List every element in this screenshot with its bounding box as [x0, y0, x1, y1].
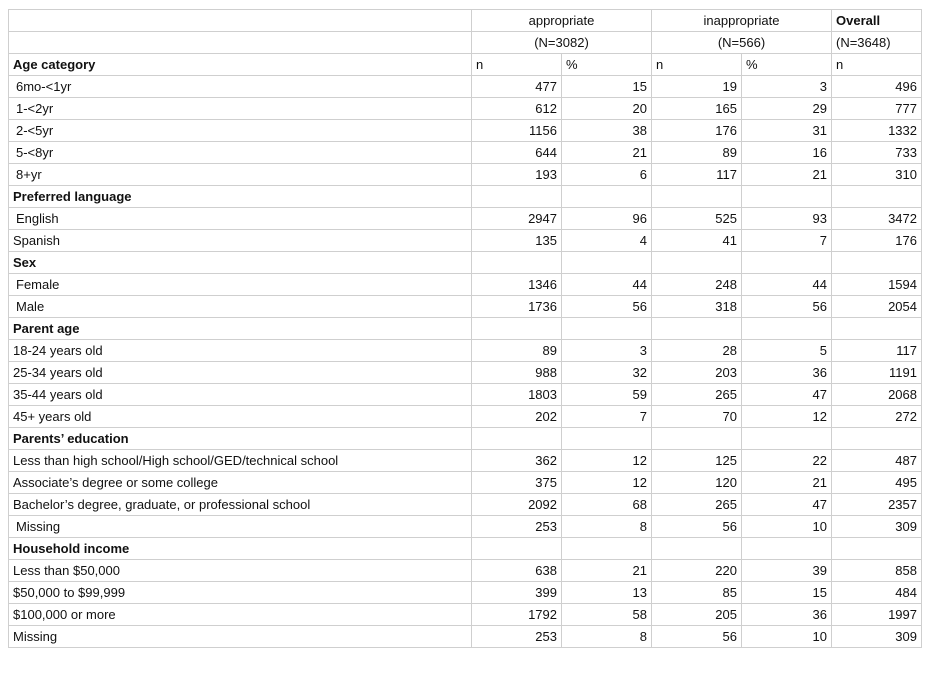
cell-i-p: 21 [742, 164, 832, 186]
cell-a-p: 21 [562, 142, 652, 164]
table-row [9, 296, 922, 318]
row-label: 18-24 years old [9, 340, 472, 362]
row-label: 2-<5yr [9, 120, 472, 142]
cell-o-n: 117 [832, 340, 922, 362]
cell-i-n: 19 [652, 76, 742, 98]
row-label: English [9, 208, 472, 230]
cell-a-p: 21 [562, 560, 652, 582]
subcol-label [742, 252, 832, 274]
cell-a-n: 202 [472, 406, 562, 428]
cell-a-n: 193 [472, 164, 562, 186]
cell-i-n: 125 [652, 450, 742, 472]
cell-a-n: 253 [472, 626, 562, 648]
table-row [9, 626, 922, 648]
cell-o-n: 310 [832, 164, 922, 186]
subcol-label [832, 252, 922, 274]
cell-i-p: 36 [742, 362, 832, 384]
row-label: Missing [9, 516, 472, 538]
row-label: Male [9, 296, 472, 318]
cell-i-n: 28 [652, 340, 742, 362]
subcol-label [652, 538, 742, 560]
cell-o-n: 495 [832, 472, 922, 494]
subcol-label [562, 252, 652, 274]
table-row [9, 340, 922, 362]
cell-a-p: 3 [562, 340, 652, 362]
cell-i-p: 10 [742, 516, 832, 538]
cell-a-n: 1346 [472, 274, 562, 296]
cell-o-n: 484 [832, 582, 922, 604]
header-row-groups [9, 10, 922, 32]
cell-a-p: 68 [562, 494, 652, 516]
table-row [9, 406, 922, 428]
cell-a-p: 59 [562, 384, 652, 406]
row-label: Associate’s degree or some college [9, 472, 472, 494]
cell-i-p: 29 [742, 98, 832, 120]
row-label: 5-<8yr [9, 142, 472, 164]
row-label: Less than high school/High school/GED/technical school [9, 450, 472, 472]
cell-i-n: 41 [652, 230, 742, 252]
header-appropriate-n: (N=3082) [472, 32, 652, 54]
table-row [9, 164, 922, 186]
cell-i-p: 21 [742, 472, 832, 494]
cell-o-n: 2068 [832, 384, 922, 406]
table-body [9, 10, 922, 648]
subcol-label: % [562, 54, 652, 76]
cell-a-n: 638 [472, 560, 562, 582]
cell-i-n: 56 [652, 626, 742, 648]
header-overall: Overall [832, 10, 922, 32]
header-overall-n: (N=3648) [832, 32, 922, 54]
row-label: 8+yr [9, 164, 472, 186]
section-title: Household income [9, 538, 472, 560]
cell-i-p: 5 [742, 340, 832, 362]
cell-i-n: 176 [652, 120, 742, 142]
cell-o-n: 176 [832, 230, 922, 252]
table-row [9, 450, 922, 472]
cell-i-n: 117 [652, 164, 742, 186]
subcol-label [562, 186, 652, 208]
cell-a-p: 8 [562, 516, 652, 538]
cell-a-n: 375 [472, 472, 562, 494]
subcol-label [742, 428, 832, 450]
cell-i-n: 205 [652, 604, 742, 626]
cell-a-p: 8 [562, 626, 652, 648]
subcol-label [562, 428, 652, 450]
cell-i-n: 265 [652, 494, 742, 516]
cell-a-n: 1736 [472, 296, 562, 318]
subcol-label: % [742, 54, 832, 76]
table-row [9, 98, 922, 120]
cell-i-n: 85 [652, 582, 742, 604]
cell-a-p: 38 [562, 120, 652, 142]
subcol-label [832, 318, 922, 340]
cell-a-n: 1803 [472, 384, 562, 406]
cell-a-p: 13 [562, 582, 652, 604]
header-inappropriate: inappropriate [652, 10, 832, 32]
cell-a-n: 988 [472, 362, 562, 384]
section-header-row [9, 252, 922, 274]
subcol-label [652, 186, 742, 208]
cell-i-p: 22 [742, 450, 832, 472]
cell-i-p: 93 [742, 208, 832, 230]
cell-i-p: 44 [742, 274, 832, 296]
table-row [9, 472, 922, 494]
subcol-label [472, 252, 562, 274]
cell-i-p: 7 [742, 230, 832, 252]
cell-a-p: 6 [562, 164, 652, 186]
table-row [9, 384, 922, 406]
cell-a-p: 32 [562, 362, 652, 384]
cell-i-p: 39 [742, 560, 832, 582]
row-label: $100,000 or more [9, 604, 472, 626]
header-blank-cell [9, 10, 472, 32]
section-header-row [9, 538, 922, 560]
row-label: 1-<2yr [9, 98, 472, 120]
subcol-label [652, 428, 742, 450]
subcol-label: n [832, 54, 922, 76]
table-row [9, 120, 922, 142]
cell-o-n: 1191 [832, 362, 922, 384]
subcol-label: n [472, 54, 562, 76]
cell-a-n: 399 [472, 582, 562, 604]
cell-i-p: 47 [742, 384, 832, 406]
section-header-row [9, 54, 922, 76]
table-row [9, 208, 922, 230]
row-label: Missing [9, 626, 472, 648]
section-title: Age category [9, 54, 472, 76]
subcol-label [742, 538, 832, 560]
cell-i-p: 10 [742, 626, 832, 648]
subcol-label [832, 538, 922, 560]
cell-a-n: 1156 [472, 120, 562, 142]
subcol-label: n [652, 54, 742, 76]
table-row [9, 516, 922, 538]
cell-a-p: 56 [562, 296, 652, 318]
subcol-label [652, 252, 742, 274]
row-label: 25-34 years old [9, 362, 472, 384]
row-label: Female [9, 274, 472, 296]
subcol-label [742, 186, 832, 208]
cell-o-n: 496 [832, 76, 922, 98]
section-title: Preferred language [9, 186, 472, 208]
subcol-label [472, 186, 562, 208]
cell-a-p: 7 [562, 406, 652, 428]
cell-a-n: 135 [472, 230, 562, 252]
cell-a-p: 15 [562, 76, 652, 98]
cell-o-n: 2357 [832, 494, 922, 516]
subcol-label [832, 186, 922, 208]
section-title: Parents’ education [9, 428, 472, 450]
cell-i-p: 31 [742, 120, 832, 142]
cell-a-p: 96 [562, 208, 652, 230]
cell-a-n: 2947 [472, 208, 562, 230]
cell-i-n: 248 [652, 274, 742, 296]
header-appropriate: appropriate [472, 10, 652, 32]
table-row [9, 76, 922, 98]
header-inappropriate-n: (N=566) [652, 32, 832, 54]
section-title: Sex [9, 252, 472, 274]
cell-i-n: 203 [652, 362, 742, 384]
cell-i-p: 56 [742, 296, 832, 318]
cell-i-n: 120 [652, 472, 742, 494]
cell-i-n: 265 [652, 384, 742, 406]
header-blank-cell [9, 32, 472, 54]
cell-i-n: 70 [652, 406, 742, 428]
cell-a-n: 477 [472, 76, 562, 98]
cell-o-n: 858 [832, 560, 922, 582]
subcol-label [472, 428, 562, 450]
cell-o-n: 2054 [832, 296, 922, 318]
cell-i-p: 47 [742, 494, 832, 516]
subcol-label [742, 318, 832, 340]
cell-o-n: 487 [832, 450, 922, 472]
demographics-table [8, 9, 922, 648]
table-row [9, 560, 922, 582]
row-label: 35-44 years old [9, 384, 472, 406]
table-row [9, 142, 922, 164]
header-row-counts [9, 32, 922, 54]
cell-a-n: 253 [472, 516, 562, 538]
cell-a-p: 44 [562, 274, 652, 296]
subcol-label [652, 318, 742, 340]
row-label: 45+ years old [9, 406, 472, 428]
cell-i-p: 16 [742, 142, 832, 164]
cell-o-n: 1594 [832, 274, 922, 296]
cell-a-n: 1792 [472, 604, 562, 626]
cell-a-p: 58 [562, 604, 652, 626]
table-row [9, 494, 922, 516]
subcol-label [472, 318, 562, 340]
row-label: Bachelor’s degree, graduate, or professional school [9, 494, 472, 516]
cell-a-n: 362 [472, 450, 562, 472]
section-title: Parent age [9, 318, 472, 340]
cell-a-n: 612 [472, 98, 562, 120]
subcol-label [472, 538, 562, 560]
row-label: Less than $50,000 [9, 560, 472, 582]
table-row [9, 274, 922, 296]
cell-o-n: 777 [832, 98, 922, 120]
cell-i-n: 220 [652, 560, 742, 582]
row-label: Spanish [9, 230, 472, 252]
cell-a-p: 12 [562, 450, 652, 472]
table-row [9, 604, 922, 626]
cell-o-n: 309 [832, 516, 922, 538]
cell-o-n: 1997 [832, 604, 922, 626]
row-label: $50,000 to $99,999 [9, 582, 472, 604]
cell-i-n: 165 [652, 98, 742, 120]
table-row [9, 230, 922, 252]
cell-o-n: 272 [832, 406, 922, 428]
cell-o-n: 309 [832, 626, 922, 648]
row-label: 6mo-<1yr [9, 76, 472, 98]
cell-i-p: 36 [742, 604, 832, 626]
cell-i-n: 89 [652, 142, 742, 164]
subcol-label [562, 318, 652, 340]
section-header-row [9, 318, 922, 340]
cell-a-n: 89 [472, 340, 562, 362]
cell-a-p: 20 [562, 98, 652, 120]
cell-a-n: 2092 [472, 494, 562, 516]
cell-i-p: 3 [742, 76, 832, 98]
cell-a-p: 4 [562, 230, 652, 252]
cell-o-n: 733 [832, 142, 922, 164]
subcol-label [832, 428, 922, 450]
cell-i-p: 12 [742, 406, 832, 428]
section-header-row [9, 186, 922, 208]
cell-i-p: 15 [742, 582, 832, 604]
subcol-label [562, 538, 652, 560]
cell-a-p: 12 [562, 472, 652, 494]
cell-o-n: 3472 [832, 208, 922, 230]
section-header-row [9, 428, 922, 450]
cell-i-n: 56 [652, 516, 742, 538]
cell-o-n: 1332 [832, 120, 922, 142]
cell-i-n: 318 [652, 296, 742, 318]
table-row [9, 582, 922, 604]
cell-a-n: 644 [472, 142, 562, 164]
table-row [9, 362, 922, 384]
cell-i-n: 525 [652, 208, 742, 230]
